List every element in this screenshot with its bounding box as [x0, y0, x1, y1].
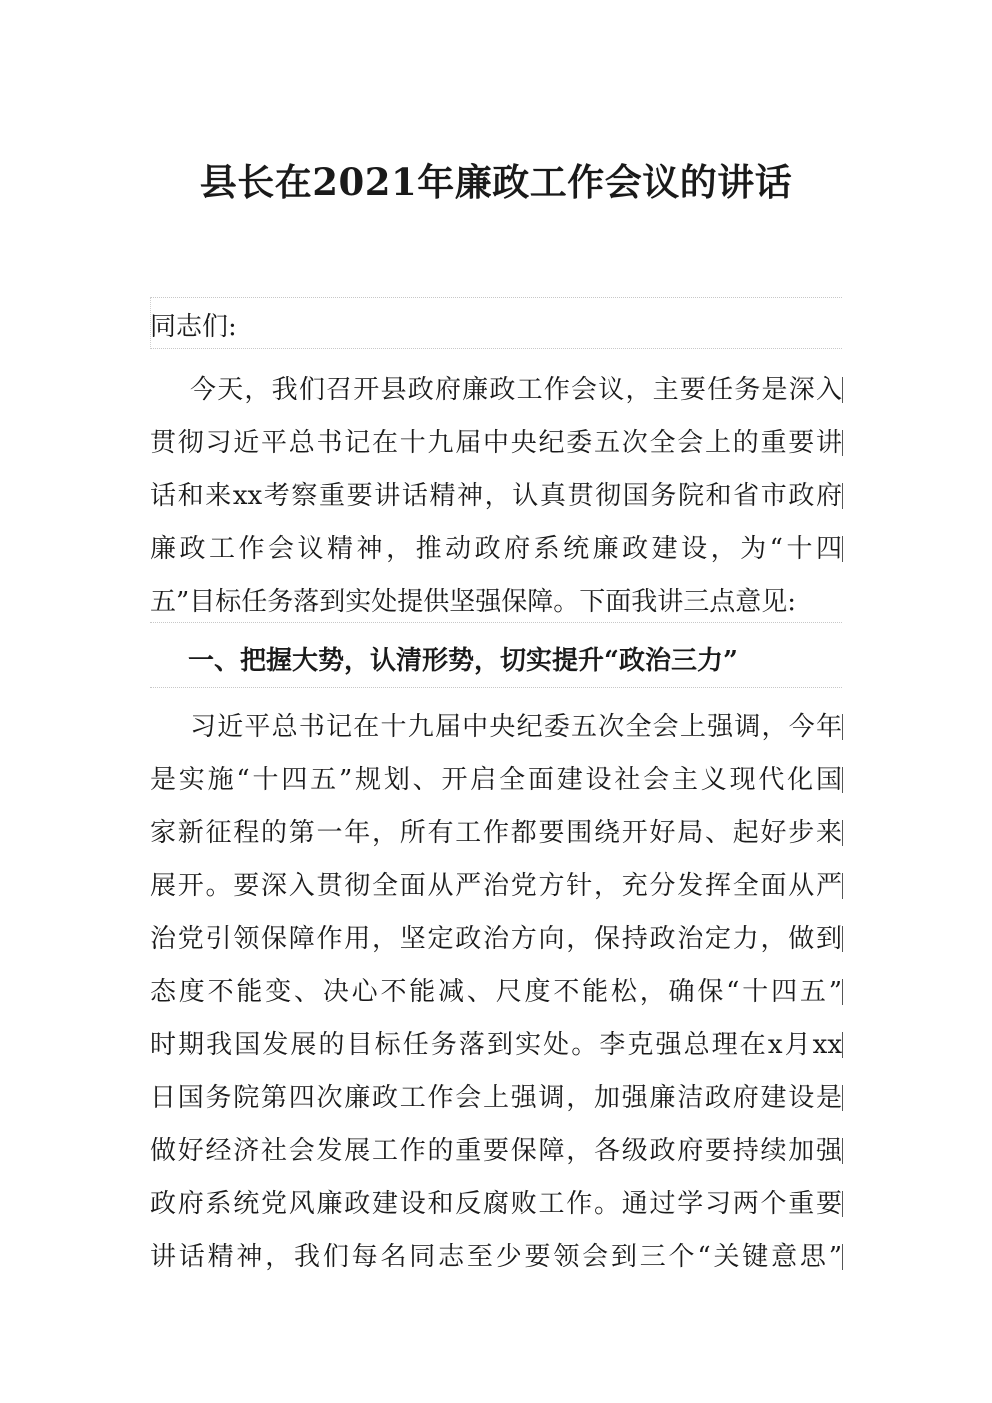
margin-guide — [150, 348, 842, 349]
text-cursor-mark — [842, 377, 843, 403]
margin-guide-top — [150, 297, 842, 298]
paragraph-2-line: 是实施“十四五”规划、开启全面建设社会主义现代化国 — [150, 765, 842, 795]
paragraph-2-line: 展开。要深入贯彻全面从严治党方针，充分发挥全面从严 — [150, 871, 842, 901]
text-cursor-mark — [842, 926, 843, 952]
paragraph-2-line: 治党引领保障作用，坚定政治方向，保持政治定力，做到 — [150, 924, 842, 954]
document-title: 县长在2021年廉政工作会议的讲话 — [199, 160, 793, 204]
text-cursor-mark — [842, 820, 843, 846]
section-heading-1: 一、把握大势，认清形势，切实提升“政治三力” — [188, 646, 738, 676]
paragraph-1-line: 廉政工作会议精神，推动政府系统廉政建设，为“十四 — [150, 534, 842, 564]
paragraph-1-line: 五”目标任务落到实处提供坚强保障。下面我讲三点意见: — [150, 587, 797, 617]
text-cursor-mark — [842, 1138, 843, 1164]
margin-guide-left — [150, 297, 151, 349]
salutation: 同志们: — [150, 312, 237, 342]
paragraph-1-line: 今天，我们召开县政府廉政工作会议，主要任务是深入 — [190, 375, 842, 405]
paragraph-1-line: 话和来xx考察重要讲话精神，认真贯彻国务院和省市政府 — [150, 481, 842, 511]
paragraph-2-line: 家新征程的第一年，所有工作都要围绕开好局、起好步来 — [150, 818, 842, 848]
text-cursor-mark — [842, 1032, 843, 1058]
paragraph-2-line: 讲话精神，我们每名同志至少要领会到三个“关键意思” — [150, 1242, 842, 1272]
text-cursor-mark — [842, 430, 843, 456]
text-cursor-mark — [842, 1085, 843, 1111]
text-cursor-mark — [842, 873, 843, 899]
text-cursor-mark — [842, 1191, 843, 1217]
text-cursor-mark — [842, 536, 843, 562]
text-cursor-mark — [842, 483, 843, 509]
text-cursor-mark — [842, 714, 843, 740]
paragraph-1-line: 贯彻习近平总书记在十九届中央纪委五次全会上的重要讲 — [150, 428, 842, 458]
text-cursor-mark — [842, 1244, 843, 1270]
paragraph-2-line: 做好经济社会发展工作的重要保障，各级政府要持续加强 — [150, 1136, 842, 1166]
paragraph-2-line: 态度不能变、决心不能减、尺度不能松，确保“十四五” — [150, 977, 842, 1007]
text-cursor-mark — [842, 979, 843, 1005]
text-cursor-mark — [842, 767, 843, 793]
paragraph-2-line: 日国务院第四次廉政工作会上强调，加强廉洁政府建设是 — [150, 1083, 842, 1113]
margin-guide — [150, 622, 842, 623]
paragraph-2-line: 政府系统党风廉政建设和反腐败工作。通过学习两个重要 — [150, 1189, 842, 1219]
paragraph-2-line: 习近平总书记在十九届中央纪委五次全会上强调，今年 — [190, 712, 842, 742]
paragraph-2-line: 时期我国发展的目标任务落到实处。李克强总理在x月xx — [150, 1030, 842, 1060]
margin-guide — [150, 687, 842, 688]
